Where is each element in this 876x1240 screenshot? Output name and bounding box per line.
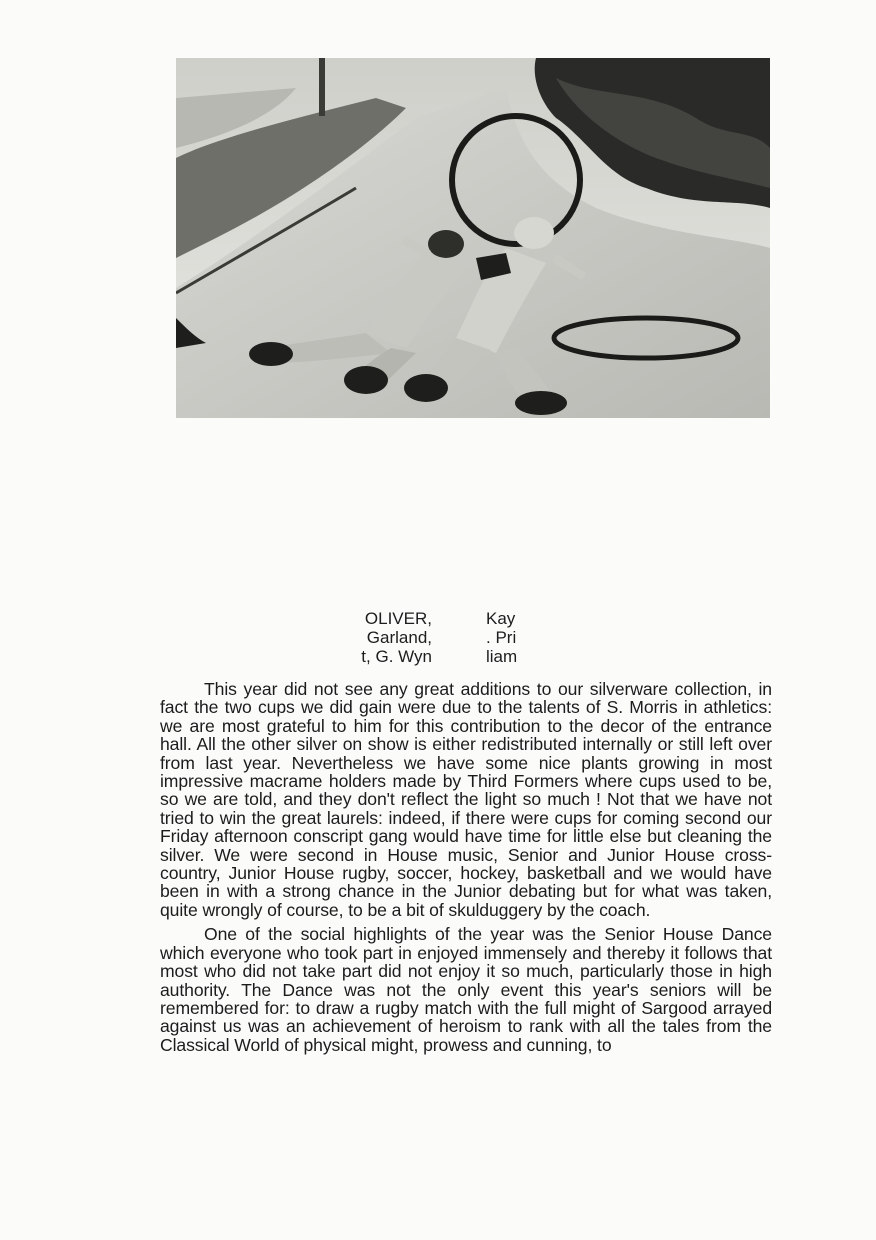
photo-figures-with-hoop bbox=[176, 58, 770, 418]
names-column-right bbox=[486, 609, 546, 666]
paragraph-2: One of the social highlights of the year was the Senior House Dance which everyone who took part in enjoyed immensely and thereby it follows that most who did not take part did not enjoy it so much, particularly those in high authority. The Dance was not the only event this year's seniors will be remembered for: to draw a rugby match with the full might of Sargood arrayed against us was an achievement of heroism to rank with all the tales from the Classical World of physical might, prowess and cunning, to bbox=[160, 924, 772, 1055]
name-right-3: liam bbox=[486, 647, 518, 666]
name-right-2: . Pri bbox=[486, 628, 517, 647]
name-left-3: t, G. Wyn bbox=[361, 647, 432, 666]
names-column-left bbox=[340, 609, 432, 666]
article-body bbox=[160, 680, 772, 1060]
photo-illustration bbox=[176, 58, 770, 418]
name-right-1: Kay bbox=[486, 609, 516, 628]
student-names-list bbox=[340, 609, 540, 671]
name-left-1: OLIVER, bbox=[364, 609, 432, 628]
paragraph-1: This year did not see any great additions to our silverware collection, in fact the two cups we did gain were due to the talents of S. Morris in athletics: we are most grateful to him for this contribution to the decor of the entrance hall. All the other silver on show is either redistributed internally or still left over from last year. Nevertheless we have some nice plants growing in most impressive macrame holders made by Third Formers where cups used to be, so we are told, and they don't reflect the light so much ! Not that we have not tried to win the great laurels: indeed, if there were cups for coming second our Friday afternoon conscript gang would have time for little else but cleaning the silver. We were second in House music, Senior and Junior House cross-country, Junior House rugby, soccer, hockey, basketball and we would have been in with a strong chance in the Junior debating but for what was taken, quite wrongly of course, to be a bit of skulduggery by the coach. bbox=[160, 679, 772, 920]
name-left-2: Garland, bbox=[366, 628, 432, 647]
